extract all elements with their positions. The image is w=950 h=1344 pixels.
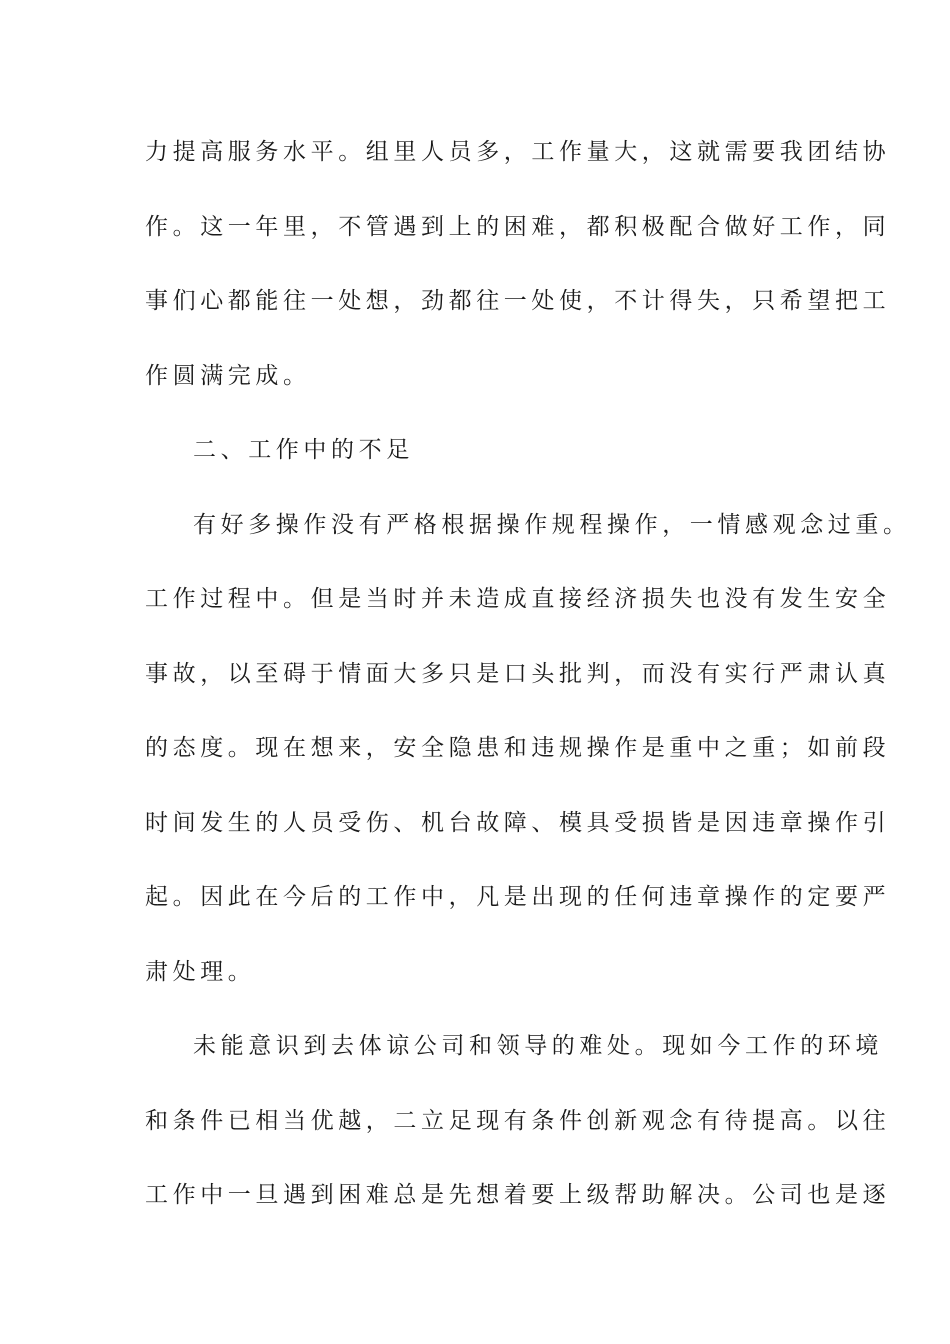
text-line: 肃处理。 bbox=[145, 959, 256, 985]
text-line: 有好多操作没有严格根据操作规程操作，一情感观念过重。 bbox=[193, 512, 911, 538]
text-line: 起。因此在今后的工作中，凡是出现的任何违章操作的定要严 bbox=[145, 884, 891, 910]
text-line: 和条件已相当优越，二立足现有条件创新观念有待提高。以往 bbox=[145, 1108, 891, 1134]
text-line: 未能意识到去体谅公司和领导的难处。现如今工作的环境 bbox=[193, 1033, 883, 1059]
section-heading: 二、工作中的不足 bbox=[193, 437, 414, 463]
text-line: 作圆满完成。 bbox=[145, 363, 311, 389]
text-line: 事故，以至碍于情面大多只是口头批判，而没有实行严肃认真 bbox=[145, 661, 891, 687]
text-line: 作。这一年里，不管遇到上的困难，都积极配合做好工作，同 bbox=[145, 214, 891, 240]
text-line: 的态度。现在想来，安全隐患和违规操作是重中之重；如前段 bbox=[145, 735, 891, 761]
text-line: 事们心都能往一处想，劲都往一处使，不计得失，只希望把工 bbox=[145, 288, 891, 314]
text-line: 时间发生的人员受伤、机台故障、模具受损皆是因违章操作引 bbox=[145, 810, 891, 836]
text-line: 工作过程中。但是当时并未造成直接经济损失也没有发生安全 bbox=[145, 586, 891, 612]
text-line: 力提高服务水平。组里人员多，工作量大，这就需要我团结协 bbox=[145, 139, 891, 165]
text-line: 工作中一旦遇到困难总是先想着要上级帮助解决。公司也是逐 bbox=[145, 1182, 891, 1208]
